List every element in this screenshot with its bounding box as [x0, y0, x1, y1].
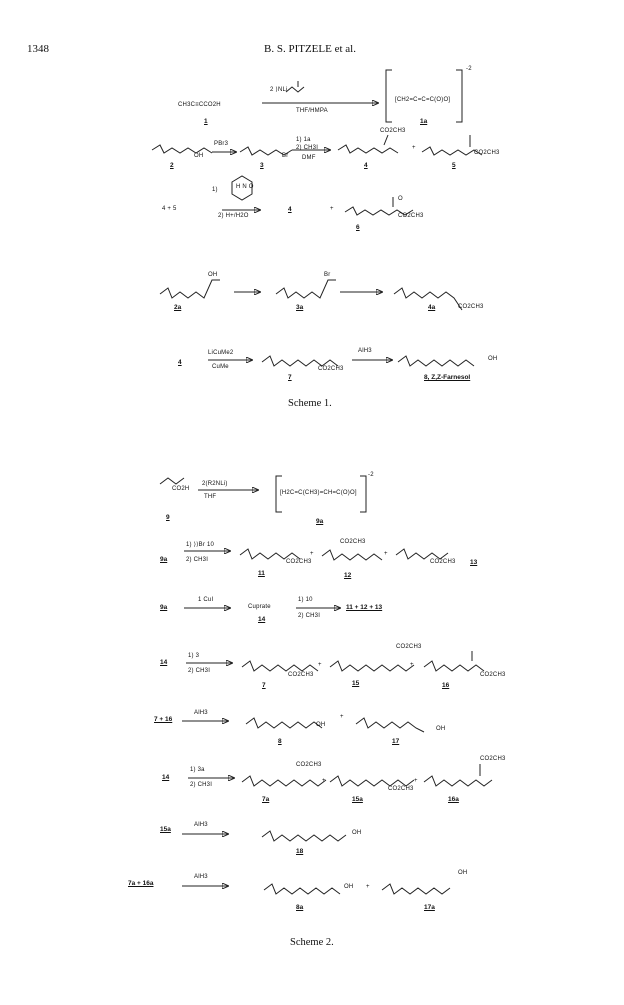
product-1a: [CH2=C=C=C(O)O]: [395, 97, 451, 103]
group-16a: CO2CH3: [480, 756, 506, 762]
group-17a: OH: [458, 870, 468, 876]
compound-num-12: 12: [344, 572, 352, 579]
s2r4-start: 14: [160, 659, 168, 666]
s2r5-above: AlH3: [194, 710, 208, 716]
s2r8-above: AlH3: [194, 874, 208, 880]
group-3: Br: [282, 153, 289, 159]
structure-8: [398, 356, 474, 366]
s2r6-step1: 1) 3a: [190, 767, 205, 773]
group-8: OH: [488, 356, 498, 362]
group-7a: CO2CH3: [296, 762, 322, 768]
o-6: O: [398, 196, 403, 202]
structure-16: [424, 651, 484, 671]
compound-num-1a: 1a: [420, 118, 428, 125]
s2r6-step2: 2) CH3I: [190, 782, 213, 788]
scheme2-caption: Scheme 2.: [290, 937, 334, 948]
plus-s1r3: +: [330, 206, 334, 212]
structure-2: [152, 145, 212, 153]
s2r5-start: 7 + 16: [154, 716, 173, 723]
s1r3-step2: 2) H+/H2O: [218, 213, 249, 219]
plus-s2r2b: +: [384, 551, 388, 557]
plus-s2r5: +: [340, 714, 344, 720]
structure-18: [262, 831, 346, 841]
compound-num-16a: 16a: [448, 796, 459, 803]
plus-s2r8: +: [366, 884, 370, 890]
compound-num-7a: 7a: [262, 796, 270, 803]
bracket-right-1a: [456, 70, 462, 122]
plus-s2r6b: +: [414, 778, 418, 784]
structure-16a: [424, 764, 492, 786]
structure-7-s2: [242, 661, 318, 671]
s1r2-step2a: 1) 1a: [296, 137, 311, 143]
group-7-s2: CO2CH3: [288, 672, 314, 678]
compound-num-15a: 15a: [352, 796, 363, 803]
compound-num-14: 14: [258, 616, 266, 623]
s2r3-step2: 2) CH3I: [298, 613, 321, 619]
group-17: OH: [436, 726, 446, 732]
s1r5-below: CuMe: [212, 364, 229, 370]
s2r7-start: 15a: [160, 826, 171, 833]
plus-s2r4b: +: [410, 662, 414, 668]
compound-num-4: 4: [364, 162, 368, 169]
s2r3-products: 11 + 12 + 13: [346, 604, 383, 611]
reagent-1: CH3C≡CCO2H: [178, 102, 221, 108]
structure-2a: [160, 280, 220, 298]
compound-num-2: 2: [170, 162, 174, 169]
s2r2-step1: 1) ⟩⟩Br 10: [186, 542, 215, 548]
s1r2-step2c: DMF: [302, 155, 316, 161]
compound-num-15: 15: [352, 680, 360, 687]
group-11: CO2CH3: [286, 559, 312, 565]
compound-num-11: 11: [258, 570, 265, 577]
s2r8-start: 7a + 16a: [128, 880, 154, 887]
s1r2-step2b: 2) CH3I: [296, 145, 319, 151]
group-5: CO2CH3: [474, 150, 500, 156]
structure-4: [338, 135, 398, 153]
structure-17: [356, 718, 424, 732]
compound-num-4b: 4: [288, 206, 292, 213]
group-4: CO2CH3: [380, 128, 406, 134]
charge-1a: -2: [466, 66, 472, 72]
group-7: CO2CH3: [318, 366, 344, 372]
morpholine-label: H N O: [236, 184, 254, 190]
compound-num-17: 17: [392, 738, 400, 745]
product-9a: [H2C=C(CH3)=CH=C(O)O]: [280, 490, 357, 496]
structure-8a: [264, 884, 340, 894]
amide-base-skeleton: [286, 81, 304, 92]
s2r1-above: 2(R2NLi): [202, 481, 228, 487]
compound-num-4c: 4: [178, 359, 182, 366]
s2r3-above: 1 CuI: [198, 597, 214, 603]
structure-3a: [276, 280, 336, 298]
compound-num-7-s2: 7: [262, 682, 266, 689]
group-15a: CO2CH3: [388, 786, 414, 792]
structure-13: [396, 549, 448, 559]
compound-num-3a: 3a: [296, 304, 304, 311]
compound-num-4a: 4a: [428, 304, 436, 311]
group-2: OH: [194, 153, 204, 159]
group-18: OH: [352, 830, 362, 836]
s2r4-step2: 2) CH3I: [188, 668, 211, 674]
structure-11: [240, 549, 300, 559]
cuprate-label: Cuprate: [248, 604, 271, 610]
charge-9a: -2: [368, 472, 374, 478]
plus-s1r2: +: [412, 145, 416, 151]
s2r2-start: 9a: [160, 556, 168, 563]
bracket-left-1a: [386, 70, 392, 122]
structure-15a: [330, 776, 414, 786]
s1r3-reactants: 4 + 5: [162, 206, 177, 212]
s2r7-above: AlH3: [194, 822, 208, 828]
group-6: CO2CH3: [398, 213, 424, 219]
group-15: CO2CH3: [396, 644, 422, 650]
compound-num-1: 1: [204, 118, 208, 125]
compound-num-5: 5: [452, 162, 456, 169]
group-2a: OH: [208, 272, 218, 278]
structure-5: [422, 135, 482, 155]
group-9: CO2H: [172, 486, 190, 492]
s1r5-above: LiCuMe2: [208, 350, 234, 356]
plus-s2r4a: +: [318, 662, 322, 668]
s2r4-step1: 1) 3: [188, 653, 200, 659]
compound-num-9: 9: [166, 514, 170, 521]
structure-7: [262, 356, 338, 366]
group-8a: OH: [344, 884, 354, 890]
structure-17a: [382, 884, 450, 894]
structure-15: [330, 661, 414, 671]
compound-num-17a: 17a: [424, 904, 435, 911]
compound-num-7: 7: [288, 374, 292, 381]
compound-num-2a: 2a: [174, 304, 182, 311]
compound-num-18: 18: [296, 848, 304, 855]
compound-num-3: 3: [260, 162, 264, 169]
group-16: CO2CH3: [480, 672, 506, 678]
s2r3-start: 9a: [160, 604, 168, 611]
s2r2-step2: 2) CH3I: [186, 557, 209, 563]
group-8-s2: OH: [316, 722, 326, 728]
structure-12: [322, 550, 382, 560]
compound-num-16: 16: [442, 682, 450, 689]
compound-num-9a: 9a: [316, 518, 324, 525]
s1r1-above: 2 ⟩NLi: [270, 87, 288, 93]
compound-num-6: 6: [356, 224, 360, 231]
group-3a: Br: [324, 272, 331, 278]
running-title: B. S. PITZELE et al.: [264, 43, 356, 55]
s1r1-below: THF/HMPA: [296, 108, 328, 114]
s2r6-start: 14: [162, 774, 170, 781]
compound-num-13: 13: [470, 559, 478, 566]
s1r2-step1: PBr3: [214, 141, 229, 147]
group-4a: CO2CH3: [458, 304, 484, 310]
scheme1-caption: Scheme 1.: [288, 398, 332, 409]
s1r5-above2: AlH3: [358, 348, 372, 354]
s1r3-step1: 1): [212, 187, 218, 193]
compound-num-8a: 8a: [296, 904, 304, 911]
group-12: CO2CH3: [340, 539, 366, 545]
s2r1-below: THF: [204, 494, 217, 500]
structure-8-s2: [246, 718, 322, 728]
group-13: CO2CH3: [430, 559, 456, 565]
bracket-right-9a: [360, 476, 366, 512]
plus-s2r6a: +: [322, 778, 326, 784]
page-number: 1348: [27, 43, 49, 55]
s2r3-step1: 1) 10: [298, 597, 313, 603]
compound-num-8: 8, Z,Z-Farnesol: [424, 374, 471, 381]
compound-num-8-s2: 8: [278, 738, 282, 745]
structure-7a: [242, 776, 326, 786]
plus-s2r2a: +: [310, 551, 314, 557]
structure-9: [160, 478, 184, 484]
